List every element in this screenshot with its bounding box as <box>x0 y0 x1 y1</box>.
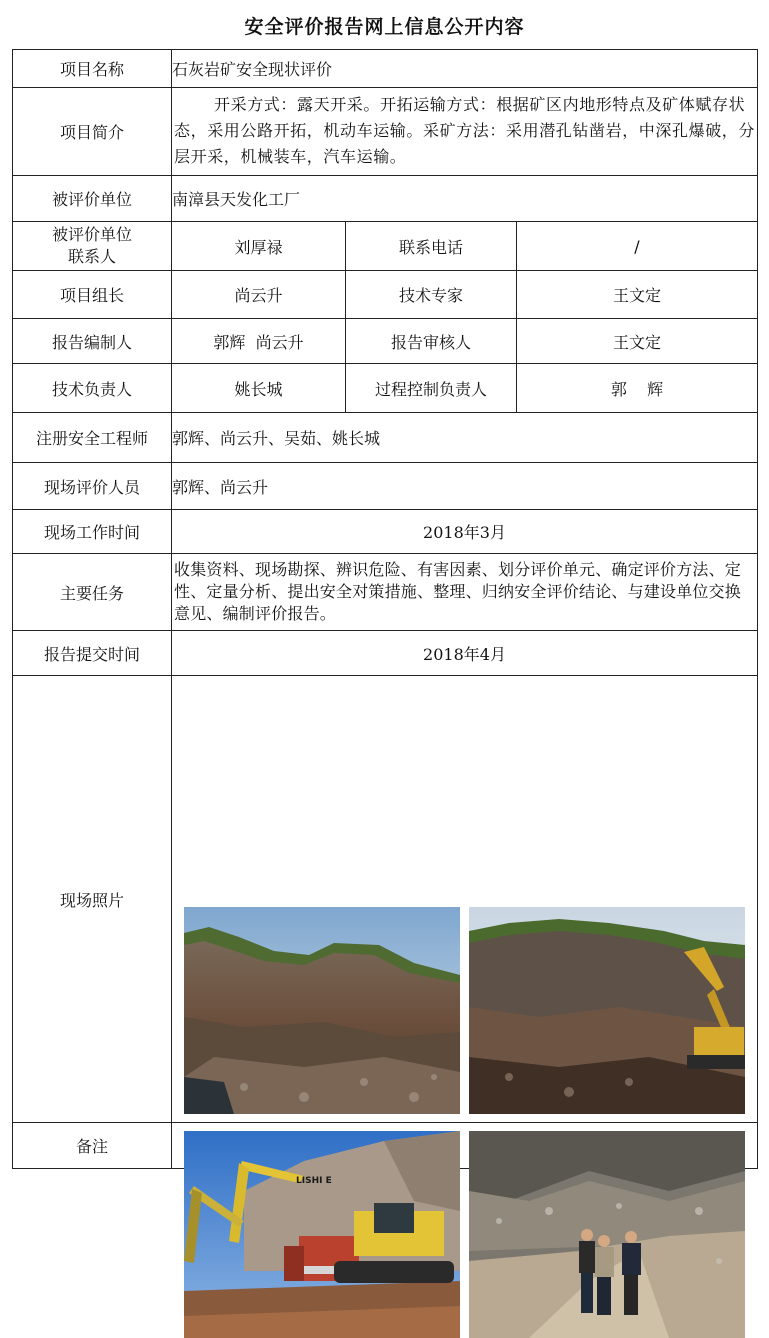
row-engineers <box>13 413 758 463</box>
evaluated-unit-label: 被评价单位 <box>13 176 172 222</box>
tech-expert-label: 技术专家 <box>346 271 517 319</box>
row-unit-contact <box>13 222 758 271</box>
submit-time-value: 2018年4月 <box>172 631 758 676</box>
phone-value: / <box>517 222 758 271</box>
row-project-name <box>13 50 758 88</box>
main-tasks-label: 主要任务 <box>13 554 172 631</box>
site-photo-excavator-truck <box>184 1131 460 1338</box>
row-project-leader <box>13 271 758 319</box>
process-control-value: 郭 辉 <box>517 364 758 413</box>
row-main-tasks <box>13 554 758 631</box>
report-compiler-value: 郭辉 尚云升 <box>172 319 346 364</box>
main-tasks-cell <box>172 554 758 631</box>
tech-lead-label: 技术负责人 <box>13 364 172 413</box>
project-intro-label: 项目简介 <box>13 88 172 176</box>
onsite-time-label: 现场工作时间 <box>13 510 172 554</box>
row-project-intro <box>13 88 758 176</box>
row-onsite-staff <box>13 463 758 510</box>
photos-label: 现场照片 <box>13 676 172 1123</box>
onsite-staff-label: 现场评价人员 <box>13 463 172 510</box>
photos-cell <box>172 676 758 1186</box>
unit-contact-label-line1: 被评价单位 <box>51 225 132 244</box>
onsite-staff-value: 郭辉、尚云升 <box>172 463 758 510</box>
evaluated-unit-value: 南漳县天发化工厂 <box>172 176 758 222</box>
site-photo-excavator-slope <box>469 907 745 1114</box>
row-tech-lead <box>13 364 758 413</box>
site-photo-team <box>469 1131 745 1338</box>
project-leader-value: 尚云升 <box>172 271 346 319</box>
project-name-value: 石灰岩矿安全现状评价 <box>172 50 758 88</box>
report-reviewer-value: 王文定 <box>517 319 758 364</box>
main-tasks-text: 收集资料、现场勘探、辨识危险、有害因素、划分评价单元、确定评价方法、定性、定量分析、提出安全对策措施、整理、归纳安全评价结论、与建设单位交换意见、编制评价报告。 <box>174 560 742 623</box>
report-compiler-label: 报告编制人 <box>13 319 172 364</box>
row-submit-time <box>13 631 758 676</box>
row-evaluated-unit <box>13 176 758 222</box>
tech-expert-value: 王文定 <box>517 271 758 319</box>
project-leader-label: 项目组长 <box>13 271 172 319</box>
row-report-compiler <box>13 319 758 364</box>
unit-contact-label-line2: 联系人 <box>67 247 116 266</box>
submit-time-label: 报告提交时间 <box>13 631 172 676</box>
process-control-label: 过程控制负责人 <box>346 364 517 413</box>
row-photos <box>13 676 758 1123</box>
report-reviewer-label: 报告审核人 <box>346 319 517 364</box>
row-onsite-time <box>13 510 758 554</box>
excavator-brand-text: LISHI E <box>296 1176 332 1186</box>
unit-contact-name: 刘厚禄 <box>172 222 346 271</box>
onsite-time-value: 2018年3月 <box>172 510 758 554</box>
project-intro-cell <box>172 88 758 176</box>
engineers-value: 郭辉、尚云升、吴茹、姚长城 <box>172 413 758 463</box>
unit-contact-label <box>13 222 172 271</box>
site-photo-quarry-slope <box>184 907 460 1114</box>
remarks-label: 备注 <box>13 1123 172 1169</box>
info-table <box>12 49 758 1186</box>
project-name-label: 项目名称 <box>13 50 172 88</box>
project-intro-text: 开采方式：露天开采。开拓运输方式：根据矿区内地形特点及矿体赋存状态，采用公路开拓，机动车运输。采矿方法：采用潜孔钻凿岩，中深孔爆破，分层开采，机械装车，汽车运输。 <box>174 94 756 166</box>
tech-lead-value: 姚长城 <box>172 364 346 413</box>
page-title: 安全评价报告网上信息公开内容 <box>244 16 525 38</box>
phone-label: 联系电话 <box>346 222 517 271</box>
engineers-label: 注册安全工程师 <box>13 413 172 463</box>
